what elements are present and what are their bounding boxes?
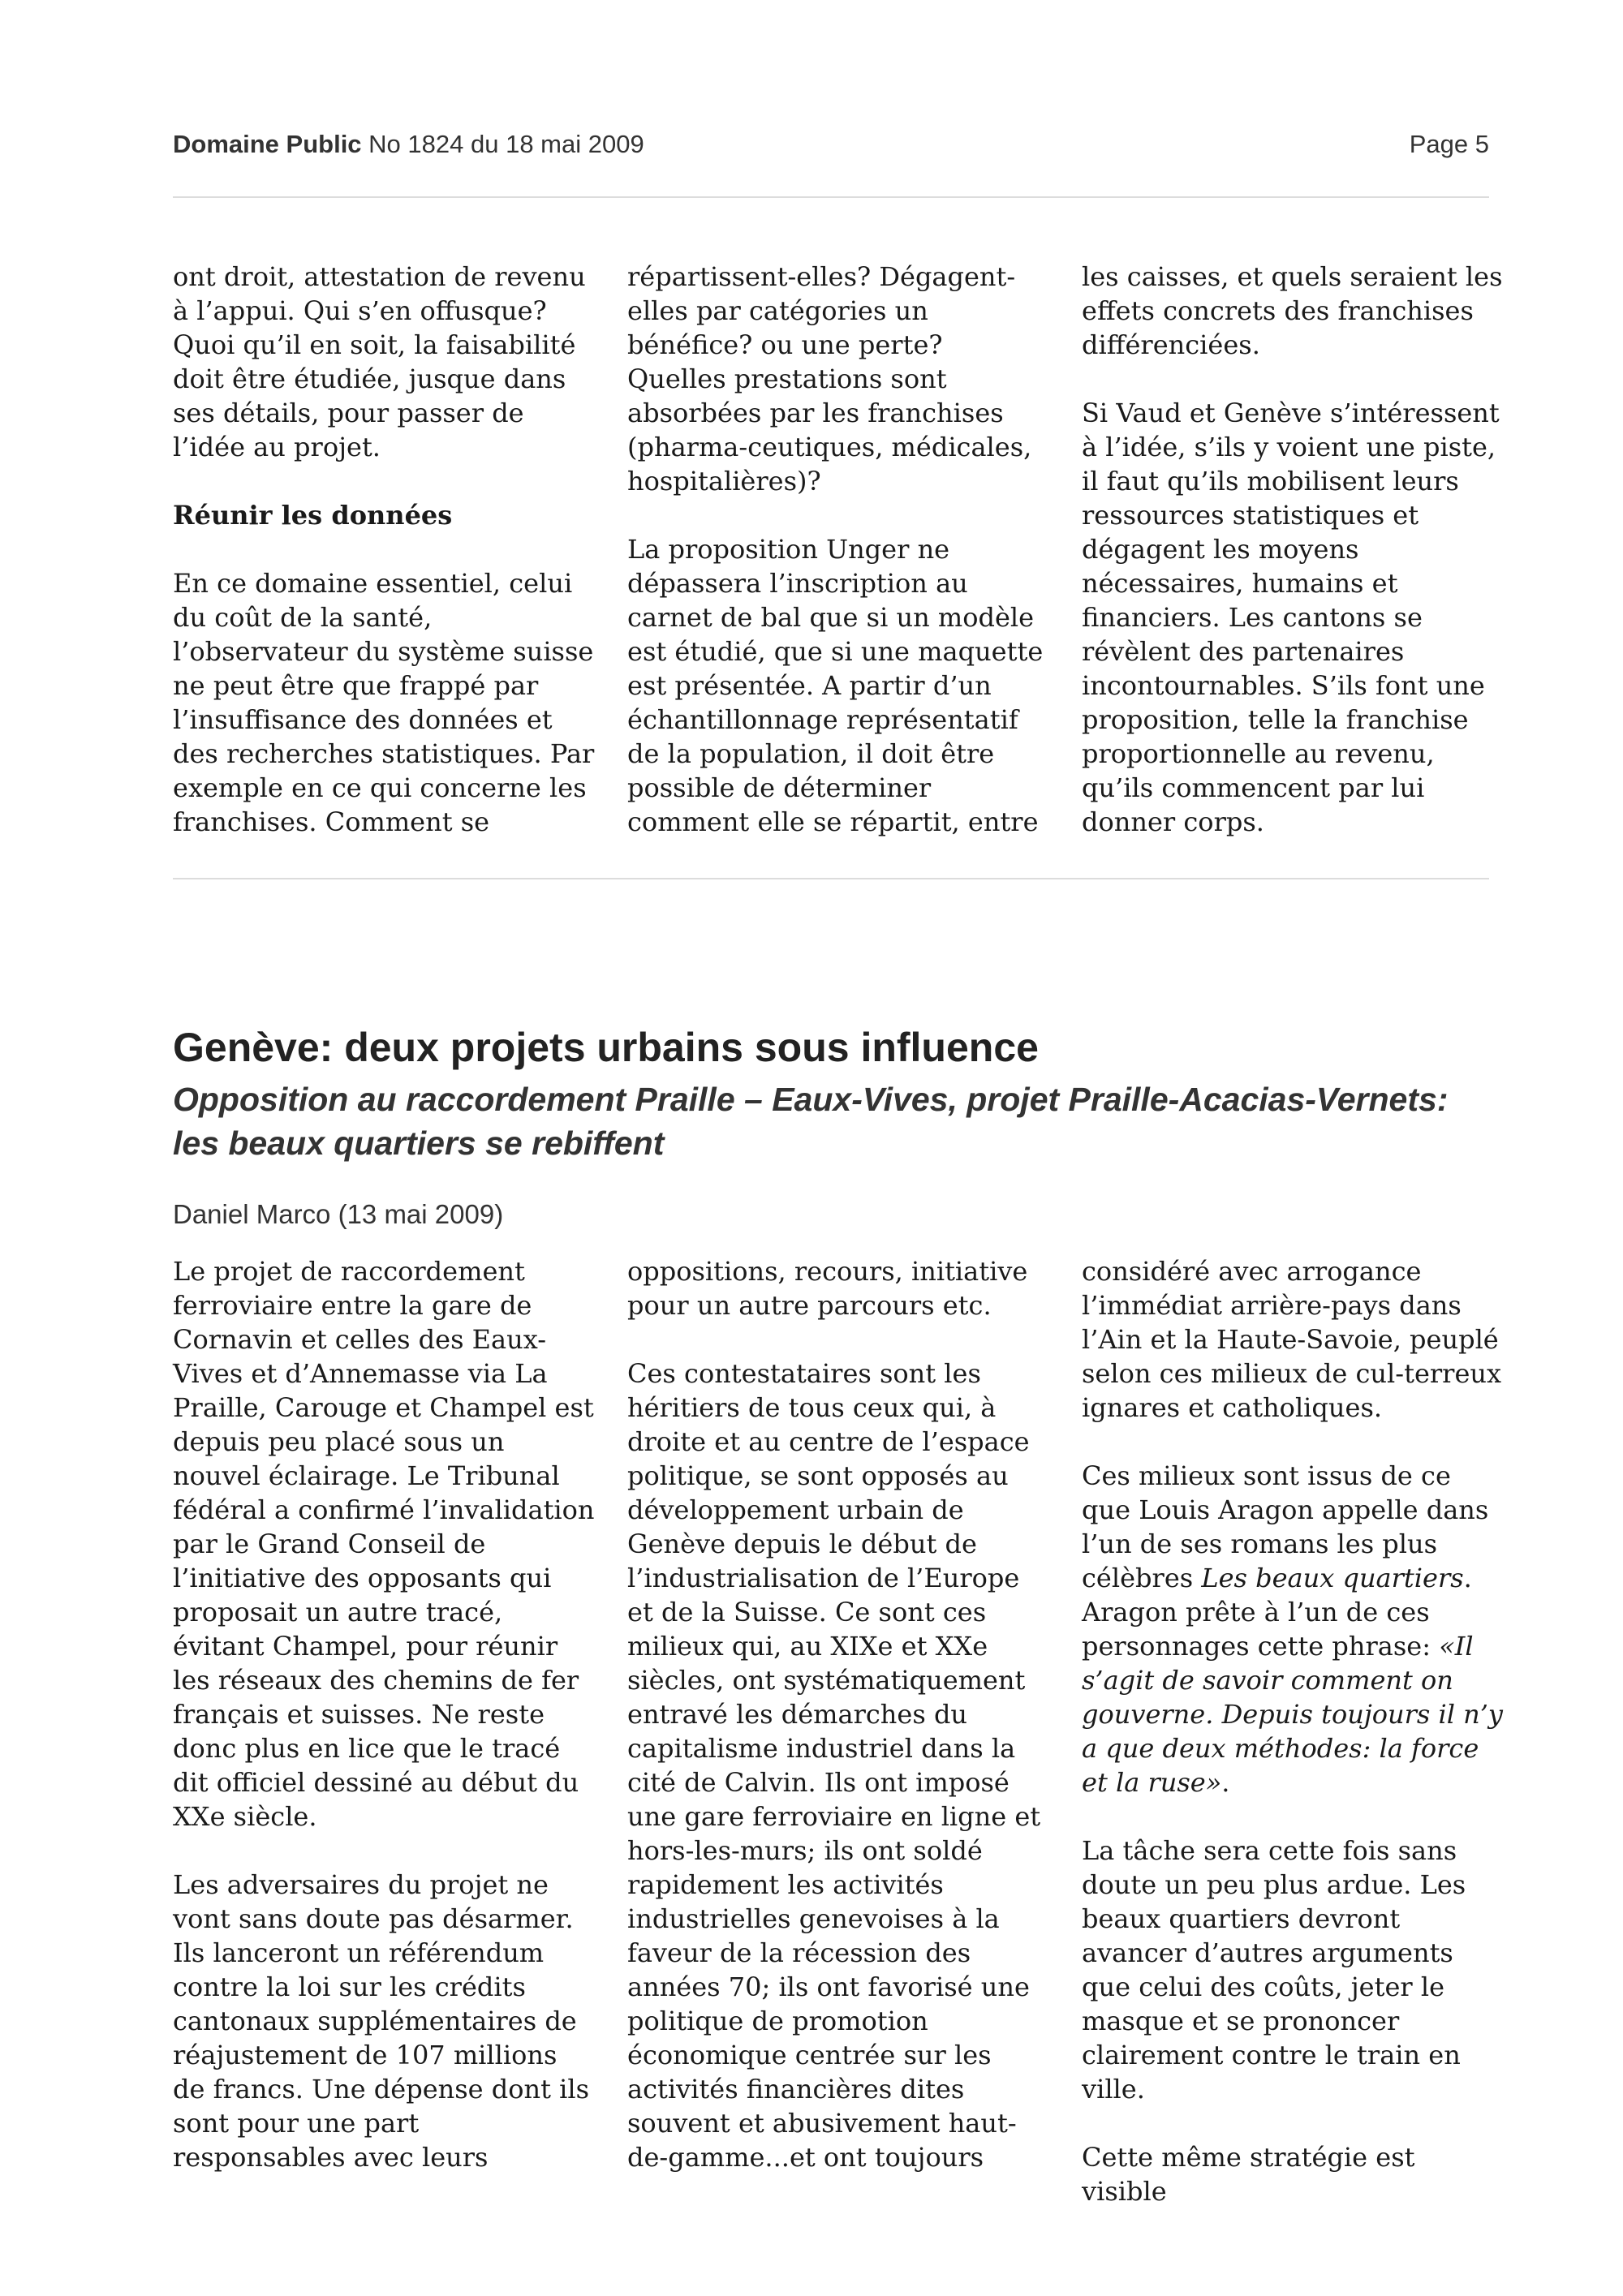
paragraph: Le projet de raccordement ferroviaire entre la gare de Cornavin et celles des Eaux-Vives et d’Annemasse via La Praille, Carouge et Champel est depuis peu placé sous un nouvel éclairage. Le Tribunal fédéral a confirmé l’invalidation par le Grand Conseil de l’initiative des opposants qui proposait un autre tracé, évitant Champel, pour réunir les réseaux des chemins de fer français et suisses. Ne reste donc plus en lice que le tracé dit officiel dessiné au début du XXe siècle.	[173, 1256, 595, 1832]
paragraph: En ce domaine essentiel, celui du coût de la santé, l’observateur du système suisse ne peut être que frappé par l’insuffisance des données et des recherches statistiques. Par exemple en ce qui concerne les franchises. Comment se	[173, 568, 595, 837]
paragraph: La proposition Unger ne dépassera l’inscription au carnet de bal que si un modèle est étudié, que si une maquette est présentée. A partir d’un échantillonnage représentatif de la population, il doit être possible de déterminer comment elle se répartit, entre	[627, 534, 1044, 837]
paragraph: Ces contestataires sont les héritiers de tous ceux qui, à droite et au centre de l’espace politique, se sont opposés au développement urbain de Genève depuis le début de l’industrialisation de l’Europe et de la Suisse. Ce sont ces milieux qui, au XIXe et XXe siècles, ont systématiquement entravé les démarches du capitalisme industriel dans la cité de Calvin. Ils ont imposé une gare ferroviaire en ligne et hors-les-murs; ils ont soldé rapidement les activités industrielles genevoises à la faveur de la récession des années 70; ils ont favorisé une politique de promotion économique centrée sur les activités financières dites souvent et abusivement haut-de-gamme...et ont toujours	[627, 1358, 1041, 2173]
quote: «Il s’agit de savoir comment on gouverne. Depuis toujours il n’y a que deux méthodes: la force et la ruse»	[1082, 1631, 1503, 1798]
issue-info: No 1824 du 18 mai 2009	[368, 130, 644, 158]
section-heading: Réunir les données	[173, 500, 453, 531]
paragraph: Si Vaud et Genève s’intéressent à l’idée, s’ils y voient une piste, il faut qu’ils mobilisent leurs ressources statistiques et dégagent les moyens nécessaires, humains et financiers. Les cantons se révèlent des partenaires incontournables. S’ils font une proposition, telle la franchise proportionnelle au revenu, qu’ils commencent par lui donner corps.	[1082, 398, 1500, 837]
article-byline: Daniel Marco (13 mai 2009)	[173, 1199, 504, 1229]
article-divider	[173, 878, 1489, 879]
article-column-2	[627, 1254, 1049, 2174]
publication-name: Domaine Public	[173, 130, 362, 158]
prev-article-column-2	[627, 260, 1049, 839]
page-header	[173, 130, 1489, 170]
prev-article-column-3	[1082, 260, 1504, 839]
article-subtitle: Opposition au raccordement Praille – Eaux-Vives, projet Praille-Acacias-Vernets: les beaux quartiers se rebiffent	[173, 1081, 1449, 1162]
text-span: Ces milieux sont issus de ce que Louis Aragon appelle dans l’un de ses romans les plus célèbres	[1082, 1460, 1489, 1593]
text-span: . Aragon prête à l’un de ces personnages cette phrase:	[1082, 1563, 1472, 1662]
paragraph: La tâche sera cette fois sans doute un peu plus ardue. Les beaux quartiers devront avancer d’autres arguments que celui des coûts, jeter le masque et se prononcer clairement contre le train en ville.	[1082, 1835, 1466, 2105]
paragraph: considéré avec arrogance l’immédiat arrière-pays dans l’Ain et la Haute-Savoie, peuplé selon ces milieux de cul-terreux ignares et catholiques.	[1082, 1256, 1502, 1423]
article-column-1	[173, 1254, 595, 2174]
article-column-3	[1082, 1254, 1504, 2208]
header-divider	[173, 196, 1489, 198]
book-title: Les beaux quartiers	[1201, 1563, 1464, 1593]
paragraph: oppositions, recours, initiative pour un autre parcours etc.	[627, 1256, 1028, 1321]
paragraph: Cette même stratégie est visible	[1082, 2142, 1415, 2207]
paragraph: ont droit, attestation de revenu à l’appui. Qui s’en offusque? Quoi qu’il en soit, la faisabilité doit être étudiée, jusque dans ses détails, pour passer de l’idée au projet.	[173, 261, 586, 462]
article-title: Genève: deux projets urbains sous influence	[173, 1025, 1039, 1070]
paragraph: répartissent-elles? Dégagent-elles par catégories un bénéfice? ou une perte? Quelles prestations sont absorbées par les franchises (pharma-ceutiques, médicales, hospitalières)?	[627, 261, 1032, 497]
text-span: .	[1221, 1767, 1230, 1798]
paragraph: Les adversaires du projet ne vont sans doute pas désarmer. Ils lanceront un référendum contre la loi sur les crédits cantonaux supplémentaires de réajustement de 107 millions de francs. Une dépense dont ils sont pour une part responsables avec leurs	[173, 1869, 590, 2173]
page-number: Page 5	[1409, 130, 1489, 158]
paragraph: les caisses, et quels seraient les effets concrets des franchises différenciées.	[1082, 261, 1503, 360]
paragraph	[1082, 1459, 1504, 1799]
prev-article-column-1	[173, 260, 595, 839]
